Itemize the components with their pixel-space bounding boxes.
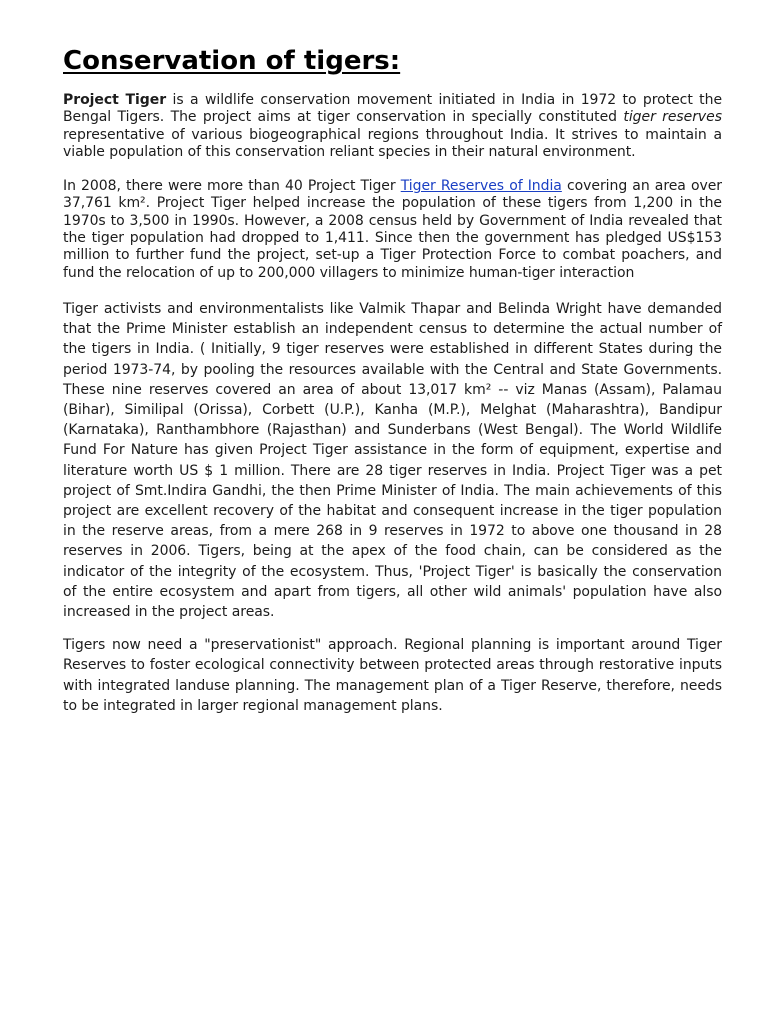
paragraph-text: covering an area over 37,761 km². Project Tiger helped increase the population of these tigers from 1,200 in the 1970s to 3,500 in 1990s. However, a 2008 census held by Government of India revealed that the tiger population had dropped to 1,411. Since then the government has pledged US$153 million to further fund the project, set-up a Tiger Protection Force to combat poachers, and fund the relocation of up to 200,000 villagers to minimize human-tiger interaction (63, 178, 722, 281)
paragraph-project-tiger (63, 92, 722, 161)
paragraph-2008-reserves (63, 178, 722, 282)
paragraph-text: is a wildlife conservation movement initiated in India in 1972 to protect the Bengal Tigers. The project aims at tiger conservation in specially constituted (63, 92, 723, 126)
paragraph-activists: Tiger activists and environmentalists like Valmik Thapar and Belinda Wright have demanded that the Prime Minister establish an independent census to determine the actual number of the tigers in India. ( Initially, 9 tiger reserves were established in different States during the period 1973-74, by pooling the resources available with the Central and State Governments. These nine reserves covered an area of about 13,017 km² -- viz Manas (Assam), Palamau (Bihar), Similipal (Orissa), Corbett (U.P.), Kanha (M.P.), Melghat (Maharashtra), Bandipur (Karnataka), Ranthambhore (Rajasthan) and Sunderbans (West Bengal). The World Wildlife Fund For Nature has given Project Tiger assistance in the form of equipment, expertise and literature worth US $ 1 million. There are 28 tiger reserves in India. Project Tiger was a pet project of Smt.Indira Gandhi, the then Prime Minister of India. The main achievements of this project are excellent recovery of the habitat and consequent increase in the tiger population in the reserve areas, from a mere 268 in 9 reserves in 1972 to above one thousand in 28 reserves in 2006. Tigers, being at the apex of the food chain, can be considered as the indicator of the integrity of the ecosystem. Thus, 'Project Tiger' is basically the conservation of the entire ecosystem and apart from tigers, all other wild animals' population have also increased in the project areas. (63, 300, 722, 621)
tiger-reserves-of-india-link[interactable]: Tiger Reserves of India (400, 178, 562, 195)
paragraph-text: representative of various biogeographical regions throughout India. It strives to maintain a viable population of this conservation reliant species in their natural environment. (63, 126, 722, 160)
italic-tiger-reserves: tiger reserves (623, 109, 722, 126)
paragraph-text: In 2008, there were more than 40 Project Tiger (63, 178, 401, 195)
document-title: Conservation of tigers: (63, 46, 401, 76)
bold-lead-project-tiger: Project Tiger (63, 92, 167, 108)
paragraph-preservationist: Tigers now need a "preservationist" approach. Regional planning is important around Tiger Reserves to foster ecological connectivity between protected areas through restorative inputs with integrated landuse planning. The management plan of a Tiger Reserve, therefore, needs to be integrated in larger regional management plans. (63, 637, 722, 714)
